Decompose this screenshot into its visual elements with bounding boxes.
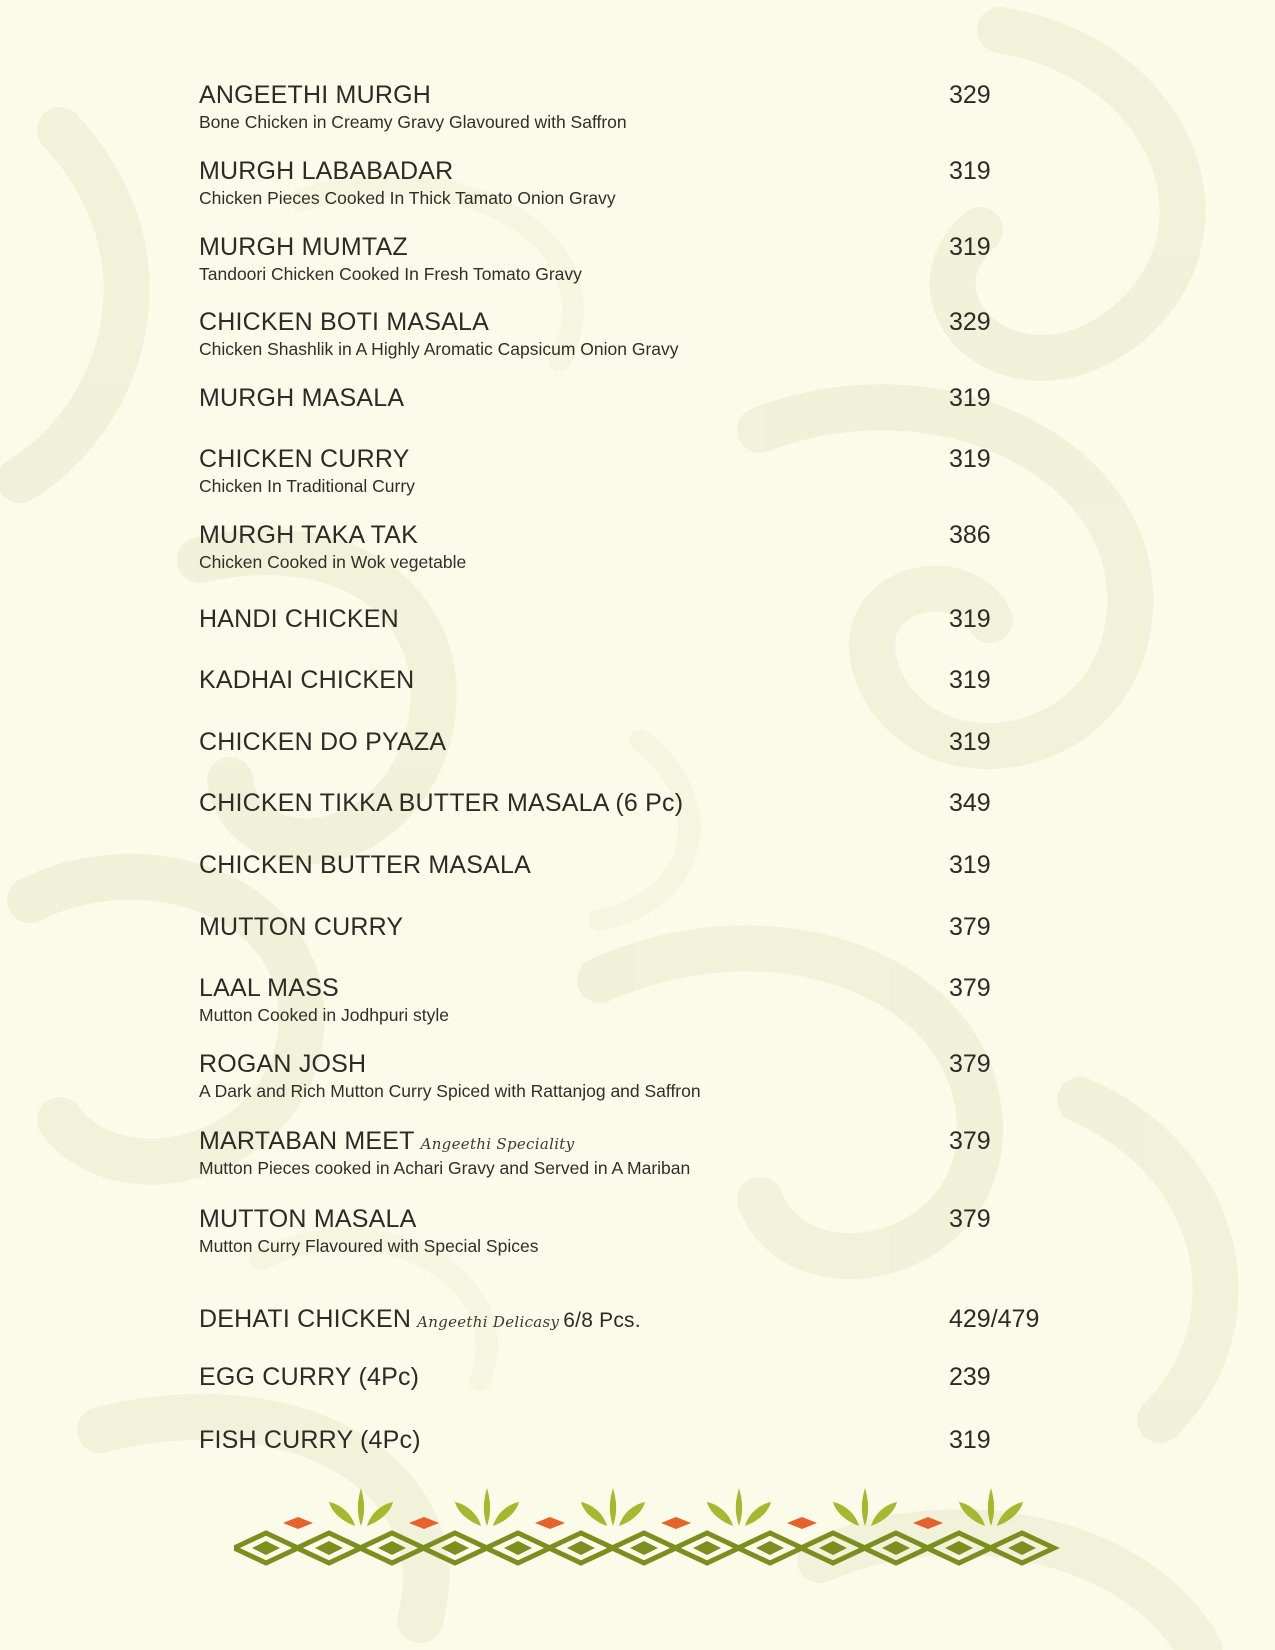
leaf-icon: [745, 1502, 771, 1526]
border-diamond-fill: [378, 1541, 406, 1555]
item-name: MURGH LABABADAR: [199, 157, 454, 185]
item-price: 329: [949, 308, 991, 336]
item-price: 379: [949, 913, 991, 941]
item-name: ROGAN JOSH: [199, 1050, 367, 1078]
border-accent-diamond: [913, 1517, 943, 1529]
item-name: MURGH MUMTAZ: [199, 233, 408, 261]
item-name-text: MARTABAN MEET: [199, 1127, 415, 1155]
border-diamond-fill: [504, 1541, 532, 1555]
leaf-icon: [959, 1502, 985, 1526]
border-accent-diamond: [535, 1517, 565, 1529]
leaf-icon: [455, 1502, 481, 1526]
item-price: 319: [949, 1426, 991, 1454]
leaf-icon: [871, 1502, 897, 1526]
border-accent-diamond: [409, 1517, 439, 1529]
item-price: 319: [949, 445, 991, 473]
leaf-icon: [707, 1502, 733, 1526]
border-diamond-fill: [882, 1541, 910, 1555]
border-diamond-fill: [1008, 1541, 1036, 1555]
border-accent-diamond: [787, 1517, 817, 1529]
item-price: 386: [949, 521, 991, 549]
item-price: 379: [949, 1050, 991, 1078]
item-description: Mutton Curry Flavoured with Special Spices: [199, 1236, 539, 1256]
border-diamond-fill: [441, 1541, 469, 1555]
item-name: HANDI CHICKEN: [199, 605, 399, 633]
item-name: MUTTON CURRY: [199, 913, 404, 941]
border-diamond-fill: [315, 1541, 343, 1555]
leaf-icon: [493, 1502, 519, 1526]
item-price: 379: [949, 1127, 991, 1155]
item-name: CHICKEN TIKKA BUTTER MASALA (6 Pc): [199, 789, 684, 817]
item-description: Tandoori Chicken Cooked In Fresh Tomato Gravy: [199, 264, 582, 284]
item-price: 319: [949, 728, 991, 756]
item-price: 319: [949, 157, 991, 185]
leaf-icon: [358, 1488, 364, 1526]
item-name: FISH CURRY (4Pc): [199, 1426, 421, 1454]
item-description: Chicken Cooked in Wok vegetable: [199, 552, 467, 572]
leaf-icon: [736, 1488, 742, 1526]
speciality-tag: Angeethi Speciality: [420, 1135, 575, 1153]
item-quantity: 6/8 Pcs.: [563, 1309, 641, 1332]
leaf-icon: [610, 1488, 616, 1526]
border-diamond-fill: [945, 1541, 973, 1555]
leaf-icon: [367, 1502, 393, 1526]
border-diamond-fill: [252, 1541, 280, 1555]
item-price: 379: [949, 974, 991, 1002]
item-price: 319: [949, 384, 991, 412]
border-diamond-fill: [567, 1541, 595, 1555]
item-name: CHICKEN DO PYAZA: [199, 728, 447, 756]
leaf-icon: [619, 1502, 645, 1526]
item-name: [199, 1127, 574, 1158]
item-price: 319: [949, 666, 991, 694]
border-diamond-fill: [756, 1541, 784, 1555]
item-name: [199, 1305, 641, 1336]
item-name: MUTTON MASALA: [199, 1205, 417, 1233]
item-description: Chicken Pieces Cooked In Thick Tamato Onion Gravy: [199, 188, 616, 208]
item-name: MURGH MASALA: [199, 384, 405, 412]
item-name-text: DEHATI CHICKEN: [199, 1305, 412, 1333]
item-name: CHICKEN BUTTER MASALA: [199, 851, 532, 879]
border-diamond-fill: [819, 1541, 847, 1555]
item-price: 319: [949, 233, 991, 261]
border-diamond-fill: [693, 1541, 721, 1555]
item-description: Mutton Pieces cooked in Achari Gravy and Served in A Mariban: [199, 1158, 691, 1178]
item-name: MURGH TAKA TAK: [199, 521, 419, 549]
decorative-border: [234, 1488, 1060, 1568]
leaf-icon: [988, 1488, 994, 1526]
item-name: ANGEETHI MURGH: [199, 81, 431, 109]
item-price: 319: [949, 851, 991, 879]
leaf-icon: [329, 1502, 355, 1526]
item-description: A Dark and Rich Mutton Curry Spiced with Rattanjog and Saffron: [199, 1081, 701, 1101]
leaf-icon: [484, 1488, 490, 1526]
leaf-icon: [862, 1488, 868, 1526]
item-price: 329: [949, 81, 991, 109]
item-price: 239: [949, 1363, 991, 1391]
delicacy-tag: Angeethi Delicasy: [417, 1313, 560, 1331]
leaf-icon: [997, 1502, 1023, 1526]
border-accent-diamond: [661, 1517, 691, 1529]
item-price: 349: [949, 789, 991, 817]
item-name: EGG CURRY (4Pc): [199, 1363, 420, 1391]
item-description: Chicken Shashlik in A Highly Aromatic Capsicum Onion Gravy: [199, 339, 679, 359]
item-name: KADHAI CHICKEN: [199, 666, 415, 694]
item-price: 319: [949, 605, 991, 633]
leaf-icon: [581, 1502, 607, 1526]
item-price: 379: [949, 1205, 991, 1233]
border-accent-diamond: [283, 1517, 313, 1529]
item-name: LAAL MASS: [199, 974, 339, 1002]
item-name: CHICKEN BOTI MASALA: [199, 308, 489, 336]
border-diamond-fill: [630, 1541, 658, 1555]
item-description: Mutton Cooked in Jodhpuri style: [199, 1005, 449, 1025]
item-description: Chicken In Traditional Curry: [199, 476, 415, 496]
leaf-icon: [833, 1502, 859, 1526]
item-name: CHICKEN CURRY: [199, 445, 410, 473]
item-price: 429/479: [949, 1305, 1040, 1333]
item-description: Bone Chicken in Creamy Gravy Glavoured with Saffron: [199, 112, 627, 132]
